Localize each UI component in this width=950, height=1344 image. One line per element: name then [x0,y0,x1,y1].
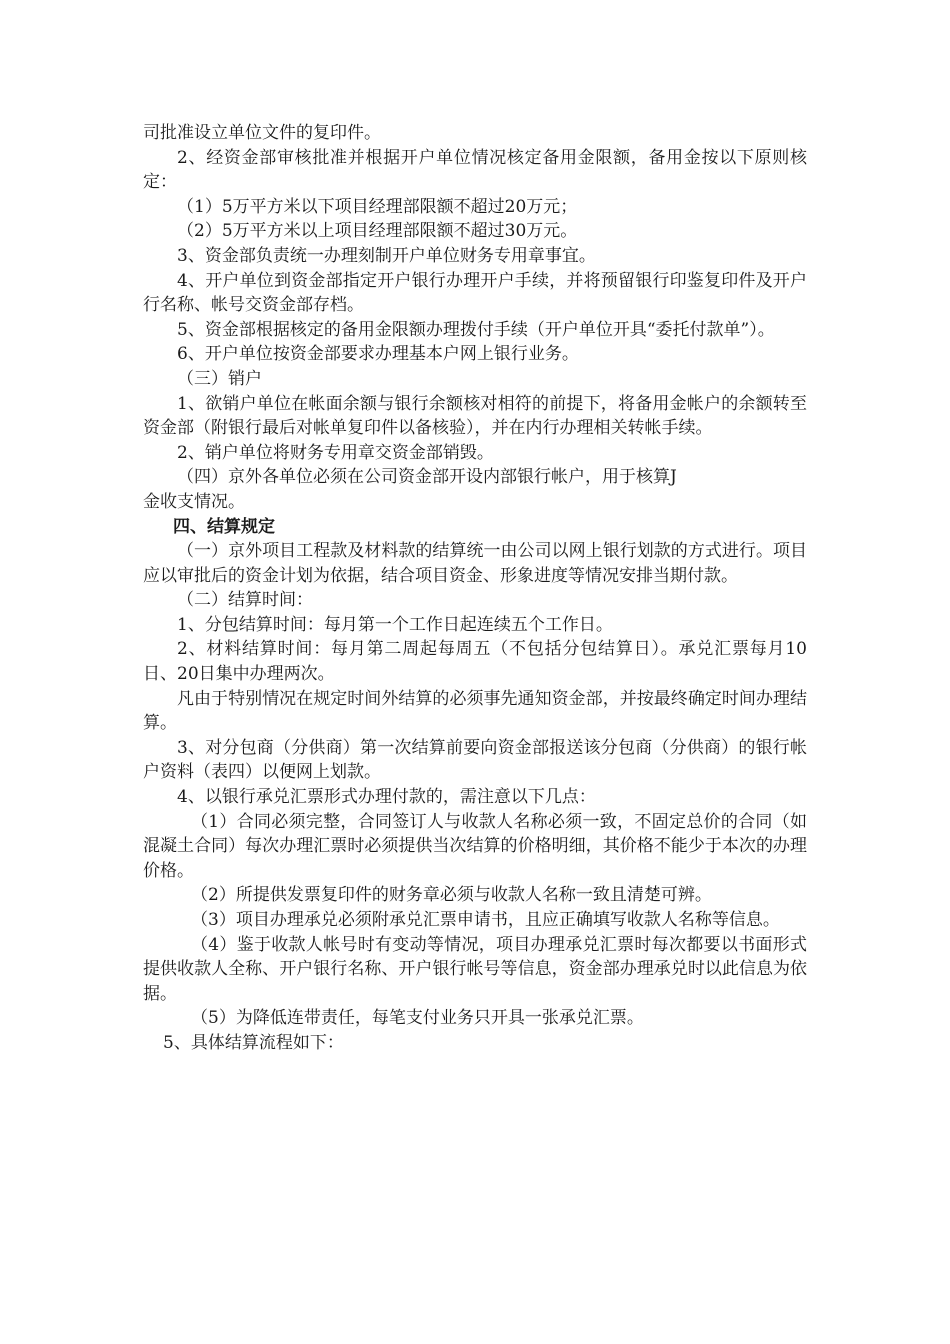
paragraph: （3）项目办理承兑必须附承兑汇票申请书，且应正确填写收款人名称等信息。 [191,910,780,930]
paragraph: 3、对分包商（分供商）第一次结算前要向资金部报送该分包商（分供商）的银行帐户资料（表四）以便网上划款。 [143,737,807,783]
paragraph: 2、销户单位将财务专用章交资金部销毁。 [177,442,494,463]
paragraph: 2、经资金部审核批准并根据开户单位情况核定备用金限额，备用金按以下原则核定： [143,147,807,193]
paragraph: （三）销户 [177,368,262,389]
paragraph: 6、开户单位按资金部要求办理基本户网上银行业务。 [177,344,579,365]
paragraph: 司批准设立单位文件的复印件。 [143,123,381,143]
section-heading: 四、结算规定 [173,516,275,537]
document-body [143,121,807,1056]
paragraph: 4、以银行承兑汇票形式办理付款的，需注意以下几点： [177,787,596,808]
paragraph: 4、开户单位到资金部指定开户银行办理开户手续，并将预留银行印鉴复印件及开户行名称、帐号交资金部存档。 [143,270,807,316]
paragraph: （2）5万平方米以上项目经理部限额不超过30万元。 [177,221,578,242]
paragraph: （2）所提供发票复印件的财务章必须与收款人名称一致且清楚可辨。 [191,885,712,906]
paragraph: 1、分包结算时间：每月第一个工作日起连续五个工作日。 [177,614,613,635]
paragraph: 2、材料结算时间：每月第二周起每周五（不包括分包结算日）。承兑汇票每月10日、20日集中办理两次。 [143,639,807,685]
paragraph: 金收支情况。 [143,491,245,512]
paragraph: （1）5万平方米以下项目经理部限额不超过20万元； [177,196,578,217]
paragraph: 1、欲销户单位在帐面余额与银行余额核对相符的前提下，将备用金帐户的余额转至资金部（附银行最后对帐单复印件以备核验），并在内行办理相关转帐手续。 [143,393,807,439]
paragraph: （二）结算时间： [177,590,313,611]
paragraph: 凡由于特别情况在规定时间外结算的必须事先通知资金部，并按最终确定时间办理结算。 [143,688,807,734]
paragraph: （4）鉴于收款人帐号时有变动等情况，项目办理承兑汇票时每次都要以书面形式提供收款人全称、开户银行名称、开户银行帐号等信息，资金部办理承兑时以此信息为依据。 [143,934,807,1004]
paragraph: （5）为降低连带责任，每笔支付业务只开具一张承兑汇票。 [191,1008,644,1029]
paragraph: 3、资金部负责统一办理刻制开户单位财务专用章事宜。 [177,245,596,266]
paragraph: （1）合同必须完整，合同签订人与收款人名称必须一致，不固定总价的合同（如混凝土合同）每次办理汇票时必须提供当次结算的价格明细，其价格不能少于本次的办理价格。 [143,811,807,881]
paragraph: （一）京外项目工程款及材料款的结算统一由公司以网上银行划款的方式进行。项目应以审批后的资金计划为依据，结合项目资金、形象进度等情况安排当期付款。 [143,541,807,586]
paragraph: 5、资金部根据核定的备用金限额办理拨付手续（开户单位开具“委托付款单”）。 [177,319,775,340]
paragraph: 5、具体结算流程如下： [163,1032,344,1053]
paragraph: （四）京外各单位必须在公司资金部开设内部银行帐户，用于核算J [177,467,677,488]
